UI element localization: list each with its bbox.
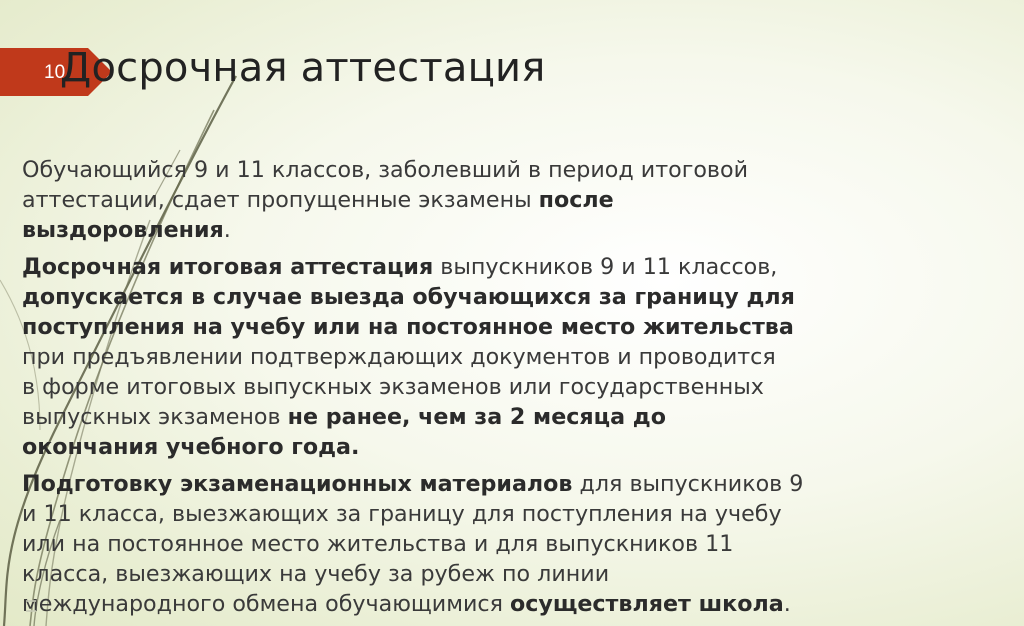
paragraph-2 (22, 252, 1022, 462)
notes-icon[interactable] (26, 600, 36, 612)
text-run: . (223, 217, 231, 243)
bold-text-run: не ранее, чем за 2 месяца до (287, 404, 666, 430)
text-run: аттестации, сдает пропущенные экзамены (22, 187, 539, 213)
bold-text-run: после (538, 187, 614, 213)
paragraph-3 (22, 469, 1022, 619)
text-run: . (783, 591, 791, 617)
bold-text-run: окончания учебного года. (22, 434, 360, 460)
text-run: международного обмена обучающимися (22, 591, 510, 617)
text-run: выпускных экзаменов (22, 404, 288, 430)
bold-text-run: Досрочная итоговая аттестация (22, 254, 434, 280)
bold-text-run: допускается в случае выезда обучающихся за границу для (22, 284, 795, 310)
text-run: класса, выезжающих на учебу за рубеж по линии (22, 561, 610, 587)
bold-text-run: поступления на учебу или на постоянное место жительства (22, 314, 794, 340)
text-run: для выпускников 9 (572, 471, 804, 497)
slide-number: 10 (44, 62, 66, 83)
text-run: или на постоянное место жительства и для выпускников 11 (22, 531, 734, 557)
text-run: и 11 класса, выезжающих за границу для поступления на учебу (22, 501, 782, 527)
bold-text-run: осуществляет школа (509, 591, 784, 617)
paragraph-1 (22, 155, 1022, 245)
text-run: при предъявлении подтверждающих документов и проводится (22, 344, 776, 370)
text-run: выпускников 9 и 11 классов, (433, 254, 778, 280)
slide-title: Досрочная аттестация (60, 45, 546, 91)
text-run: в форме итоговых выпускных экзаменов или государственных (22, 374, 764, 400)
text-run: Обучающийся 9 и 11 классов, заболевший в период итоговой (22, 157, 748, 183)
bold-text-run: выздоровления (22, 217, 224, 243)
slide-body (22, 155, 1022, 626)
bold-text-run: Подготовку экзаменационных материалов (22, 471, 573, 497)
